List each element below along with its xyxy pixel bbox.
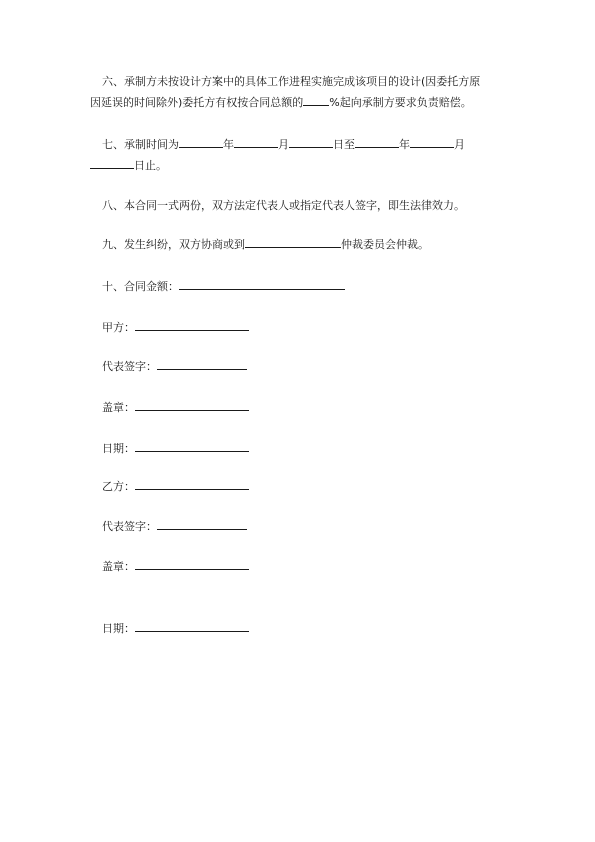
clause-ten-line	[90, 276, 520, 297]
clause-nine-prefix: 九、发生纠纷，双方协商或到	[102, 238, 245, 251]
start-day-label: 日至	[333, 138, 355, 151]
party-b-seal-blank[interactable]	[135, 558, 249, 570]
start-day-blank[interactable]	[289, 136, 333, 148]
party-b-name-row	[102, 478, 249, 494]
party-a-date-row	[102, 440, 249, 456]
party-a-name-label: 甲方：	[102, 321, 135, 334]
end-day-label: 日止。	[134, 159, 167, 172]
party-a-seal-row	[102, 399, 249, 415]
penalty-percent-blank[interactable]	[303, 94, 329, 106]
party-b-date-label: 日期：	[102, 622, 135, 635]
party-b-rep-blank[interactable]	[157, 518, 247, 530]
party-b-date-row	[102, 620, 249, 636]
arbitration-commission-blank[interactable]	[245, 236, 341, 248]
party-b-name-blank[interactable]	[135, 478, 249, 490]
clause-ten	[90, 276, 520, 297]
clause-eight-text: 八、本合同一式两份，双方法定代表人或指定代表人签字，即生法律效力。	[102, 199, 465, 212]
party-a-seal-blank[interactable]	[135, 399, 249, 411]
clause-eight	[90, 195, 520, 216]
party-a-date-label: 日期：	[102, 442, 135, 455]
party-b-rep-row	[102, 518, 247, 534]
clause-nine-line	[90, 234, 520, 255]
contract-amount-label: 十、合同金额：	[102, 280, 179, 293]
party-b-seal-label: 盖章：	[102, 560, 135, 573]
party-a-rep-blank[interactable]	[157, 358, 247, 370]
clause-six-line2	[90, 92, 520, 113]
party-a-name-row	[102, 319, 249, 335]
end-year-blank[interactable]	[355, 136, 399, 148]
start-month-blank[interactable]	[234, 136, 278, 148]
party-b-name-label: 乙方：	[102, 480, 135, 493]
party-a-name-blank[interactable]	[135, 319, 249, 331]
start-year-label: 年	[223, 138, 234, 151]
party-a-seal-label: 盖章：	[102, 401, 135, 414]
clause-nine-suffix: 仲裁委员会仲裁。	[341, 238, 429, 251]
party-a-rep-row	[102, 358, 247, 374]
clause-seven-line1	[90, 134, 520, 155]
end-month-label: 月	[454, 138, 465, 151]
party-b-seal-row	[102, 558, 249, 574]
clause-six-text-a: 因延误的时间除外)委托方有权按合同总额的	[90, 96, 304, 109]
clause-seven-line2	[90, 155, 520, 176]
end-day-blank[interactable]	[90, 157, 134, 169]
party-b-date-blank[interactable]	[135, 620, 249, 632]
start-year-blank[interactable]	[179, 136, 223, 148]
clause-nine	[90, 234, 520, 255]
clause-six	[90, 71, 520, 113]
clause-seven-prefix: 七、承制时间为	[102, 138, 179, 151]
party-a-date-blank[interactable]	[135, 440, 249, 452]
end-year-label: 年	[399, 138, 410, 151]
clause-seven	[90, 134, 520, 176]
start-month-label: 月	[278, 138, 289, 151]
end-month-blank[interactable]	[410, 136, 454, 148]
contract-amount-blank[interactable]	[179, 278, 345, 290]
party-a-rep-label: 代表签字：	[102, 360, 157, 373]
clause-six-text-b: %起向承制方要求负责赔偿。	[329, 96, 472, 109]
clause-six-line1: 六、承制方未按设计方案中的具体工作进程实施完成该项目的设计(因委托方原	[102, 75, 481, 88]
party-b-rep-label: 代表签字：	[102, 520, 157, 533]
